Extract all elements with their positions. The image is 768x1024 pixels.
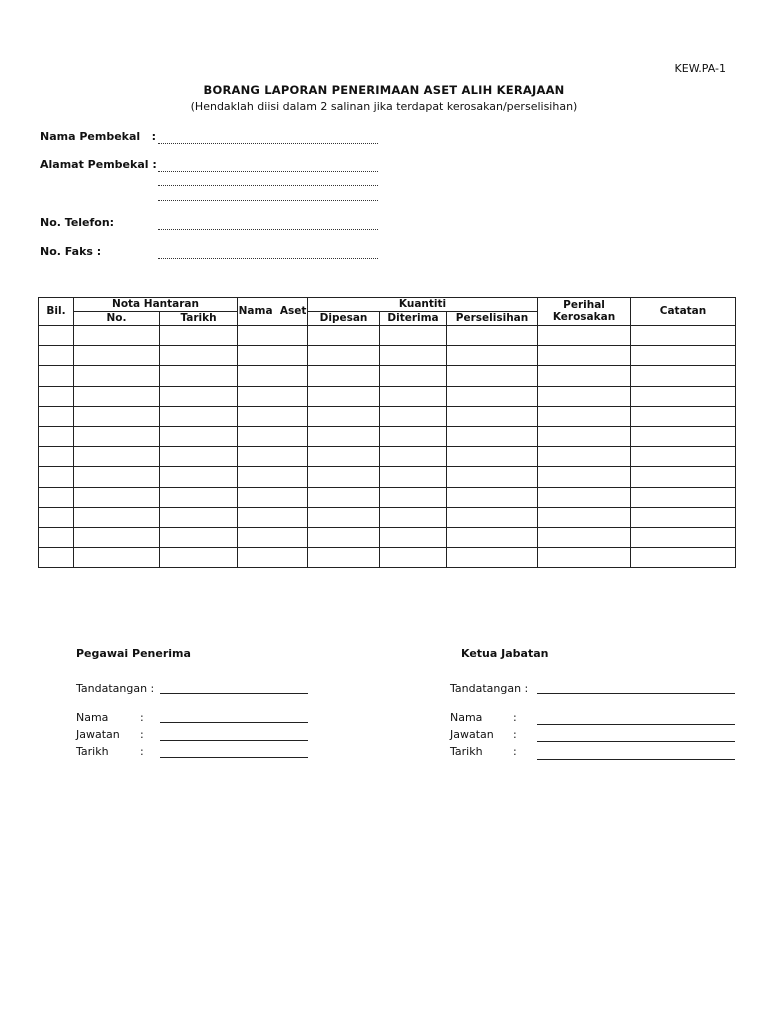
table-cell[interactable]: [74, 447, 160, 467]
header-perselisihan: Perselisihan: [447, 312, 538, 326]
table-row: [39, 447, 736, 467]
table-cell[interactable]: [160, 386, 238, 406]
header-no: No.: [74, 312, 160, 326]
header-nama-aset: Nama Aset: [238, 298, 308, 326]
left-name-line[interactable]: [160, 722, 308, 723]
table-cell[interactable]: [631, 326, 736, 346]
table-cell[interactable]: [447, 326, 538, 346]
table-cell[interactable]: [238, 527, 308, 547]
table-cell[interactable]: [308, 366, 380, 386]
table-cell[interactable]: [380, 366, 447, 386]
right-position-label: Jawatan: [450, 728, 494, 741]
header-diterima: Diterima: [380, 312, 447, 326]
table-cell[interactable]: [39, 507, 74, 527]
table-cell[interactable]: [380, 507, 447, 527]
table-cell[interactable]: [538, 487, 631, 507]
table-cell[interactable]: [538, 386, 631, 406]
right-date-line[interactable]: [537, 759, 735, 760]
table-cell[interactable]: [160, 406, 238, 426]
supplier-address-field-2[interactable]: [158, 185, 378, 186]
table-body: [39, 326, 736, 568]
table-cell[interactable]: [39, 366, 74, 386]
table-cell[interactable]: [380, 406, 447, 426]
table-cell[interactable]: [631, 507, 736, 527]
left-signature-line[interactable]: [160, 693, 308, 694]
table-cell[interactable]: [538, 527, 631, 547]
right-date-label: Tarikh: [450, 745, 483, 758]
table-cell[interactable]: [238, 346, 308, 366]
receiving-officer-heading: Pegawai Penerima: [76, 647, 191, 660]
table-cell[interactable]: [447, 507, 538, 527]
table-cell[interactable]: [447, 467, 538, 487]
right-name-colon: :: [513, 711, 517, 724]
right-signature-label: Tandatangan :: [450, 682, 529, 695]
left-name-colon: :: [140, 711, 144, 724]
form-code: KEW.PA-1: [674, 62, 726, 75]
table-cell[interactable]: [631, 527, 736, 547]
table-cell[interactable]: [308, 406, 380, 426]
table-cell[interactable]: [238, 447, 308, 467]
table-cell[interactable]: [631, 346, 736, 366]
table-cell[interactable]: [447, 406, 538, 426]
table-cell[interactable]: [74, 527, 160, 547]
table-cell[interactable]: [447, 366, 538, 386]
table-cell[interactable]: [160, 527, 238, 547]
table-cell[interactable]: [308, 548, 380, 568]
table-cell[interactable]: [74, 507, 160, 527]
table-cell[interactable]: [631, 386, 736, 406]
table-row: [39, 467, 736, 487]
table-cell[interactable]: [538, 406, 631, 426]
table-cell[interactable]: [447, 426, 538, 446]
fax-field[interactable]: [158, 258, 378, 259]
table-cell[interactable]: [447, 447, 538, 467]
table-row: [39, 386, 736, 406]
table-cell[interactable]: [447, 487, 538, 507]
table-cell[interactable]: [538, 366, 631, 386]
table-cell[interactable]: [631, 548, 736, 568]
table-row: [39, 548, 736, 568]
table-cell[interactable]: [308, 447, 380, 467]
table-cell[interactable]: [39, 527, 74, 547]
table-row: [39, 507, 736, 527]
telephone-field[interactable]: [158, 229, 378, 230]
form-subtitle: (Hendaklah diisi dalam 2 salinan jika terdapat kerosakan/perselisihan): [190, 100, 578, 113]
table-cell[interactable]: [238, 548, 308, 568]
table-cell[interactable]: [308, 487, 380, 507]
table-cell[interactable]: [238, 326, 308, 346]
header-catatan: Catatan: [631, 298, 736, 326]
head-of-department-heading: Ketua Jabatan: [461, 647, 549, 660]
table-cell[interactable]: [74, 406, 160, 426]
table-row: [39, 527, 736, 547]
supplier-name-label: Nama Pembekal :: [40, 130, 157, 143]
header-tarikh: Tarikh: [160, 312, 238, 326]
table-cell[interactable]: [74, 548, 160, 568]
table-row: [39, 406, 736, 426]
table-cell[interactable]: [160, 467, 238, 487]
table-cell[interactable]: [631, 487, 736, 507]
table-cell[interactable]: [308, 507, 380, 527]
table-cell[interactable]: [39, 487, 74, 507]
table-cell[interactable]: [39, 406, 74, 426]
table-cell[interactable]: [160, 487, 238, 507]
table-cell[interactable]: [308, 467, 380, 487]
table-cell[interactable]: [39, 346, 74, 366]
table-cell[interactable]: [39, 467, 74, 487]
table-cell[interactable]: [631, 467, 736, 487]
table-cell[interactable]: [238, 507, 308, 527]
table-cell[interactable]: [74, 467, 160, 487]
header-kuantiti: Kuantiti: [308, 298, 538, 312]
table-cell[interactable]: [74, 346, 160, 366]
left-date-line[interactable]: [160, 757, 308, 758]
header-bil: Bil.: [39, 298, 74, 326]
table-cell[interactable]: [238, 406, 308, 426]
header-perihal: Perihal: [563, 298, 605, 311]
table-cell[interactable]: [447, 386, 538, 406]
table-cell[interactable]: [39, 326, 74, 346]
right-position-colon: :: [513, 728, 517, 741]
left-position-colon: :: [140, 728, 144, 741]
telephone-label: No. Telefon:: [40, 216, 115, 229]
table-cell[interactable]: [238, 467, 308, 487]
table-cell[interactable]: [631, 406, 736, 426]
table-cell[interactable]: [39, 426, 74, 446]
right-name-label: Nama: [450, 711, 483, 724]
header-dipesan: Dipesan: [308, 312, 380, 326]
right-date-colon: :: [513, 745, 517, 758]
table-cell[interactable]: [538, 326, 631, 346]
supplier-address-label: Alamat Pembekal :: [40, 158, 157, 171]
fax-label: No. Faks :: [40, 245, 102, 258]
table-row: [39, 487, 736, 507]
table-cell[interactable]: [380, 447, 447, 467]
table-cell[interactable]: [380, 346, 447, 366]
table-cell[interactable]: [538, 447, 631, 467]
left-position-label: Jawatan: [76, 728, 120, 741]
table-cell[interactable]: [74, 366, 160, 386]
table-cell[interactable]: [308, 386, 380, 406]
table-cell[interactable]: [631, 447, 736, 467]
table-cell[interactable]: [238, 426, 308, 446]
table-cell[interactable]: [380, 487, 447, 507]
right-signature-line[interactable]: [537, 693, 735, 694]
header-nota-hantaran: Nota Hantaran: [74, 298, 238, 312]
table-cell[interactable]: [447, 548, 538, 568]
supplier-address-field-3[interactable]: [158, 200, 378, 201]
table-cell[interactable]: [308, 426, 380, 446]
table-cell[interactable]: [39, 386, 74, 406]
left-name-label: Nama: [76, 711, 109, 724]
table-cell[interactable]: [538, 467, 631, 487]
asset-receipt-table: [38, 297, 736, 568]
table-cell[interactable]: [39, 447, 74, 467]
table-cell[interactable]: [631, 366, 736, 386]
table-cell[interactable]: [447, 527, 538, 547]
supplier-name-field[interactable]: [158, 143, 378, 144]
table-cell[interactable]: [308, 527, 380, 547]
table-cell[interactable]: [74, 386, 160, 406]
header-kerosakan: Kerosakan: [552, 310, 616, 323]
table-cell[interactable]: [74, 326, 160, 346]
form-title: BORANG LAPORAN PENERIMAAN ASET ALIH KERAJAAN: [203, 83, 565, 97]
table-cell[interactable]: [538, 507, 631, 527]
table-cell[interactable]: [538, 548, 631, 568]
table-cell[interactable]: [160, 346, 238, 366]
table-row: [39, 426, 736, 446]
right-name-line[interactable]: [537, 724, 735, 725]
table-cell[interactable]: [74, 426, 160, 446]
table-cell[interactable]: [160, 426, 238, 446]
table-cell[interactable]: [631, 426, 736, 446]
right-position-line[interactable]: [537, 741, 735, 742]
table-cell[interactable]: [160, 548, 238, 568]
table-cell[interactable]: [160, 447, 238, 467]
table-cell[interactable]: [447, 346, 538, 366]
table-cell[interactable]: [308, 346, 380, 366]
table-cell[interactable]: [380, 467, 447, 487]
table-row: [39, 326, 736, 346]
table-cell[interactable]: [308, 326, 380, 346]
table-cell[interactable]: [160, 326, 238, 346]
left-date-colon: :: [140, 745, 144, 758]
table-cell[interactable]: [380, 326, 447, 346]
left-signature-label: Tandatangan :: [76, 682, 155, 695]
table-cell[interactable]: [380, 426, 447, 446]
left-date-label: Tarikh: [76, 745, 109, 758]
table-cell[interactable]: [380, 548, 447, 568]
table-cell[interactable]: [380, 386, 447, 406]
table-row: [39, 346, 736, 366]
table-cell[interactable]: [74, 487, 160, 507]
supplier-address-field-1[interactable]: [158, 171, 378, 172]
table-cell[interactable]: [238, 386, 308, 406]
table-cell[interactable]: [538, 426, 631, 446]
table-cell[interactable]: [538, 346, 631, 366]
table-cell[interactable]: [160, 507, 238, 527]
table-row: [39, 366, 736, 386]
table-cell[interactable]: [160, 366, 238, 386]
table-cell[interactable]: [39, 548, 74, 568]
table-cell[interactable]: [380, 527, 447, 547]
header-perihal-kerosakan: [538, 298, 631, 326]
left-position-line[interactable]: [160, 740, 308, 741]
table-cell[interactable]: [238, 366, 308, 386]
table-cell[interactable]: [238, 487, 308, 507]
